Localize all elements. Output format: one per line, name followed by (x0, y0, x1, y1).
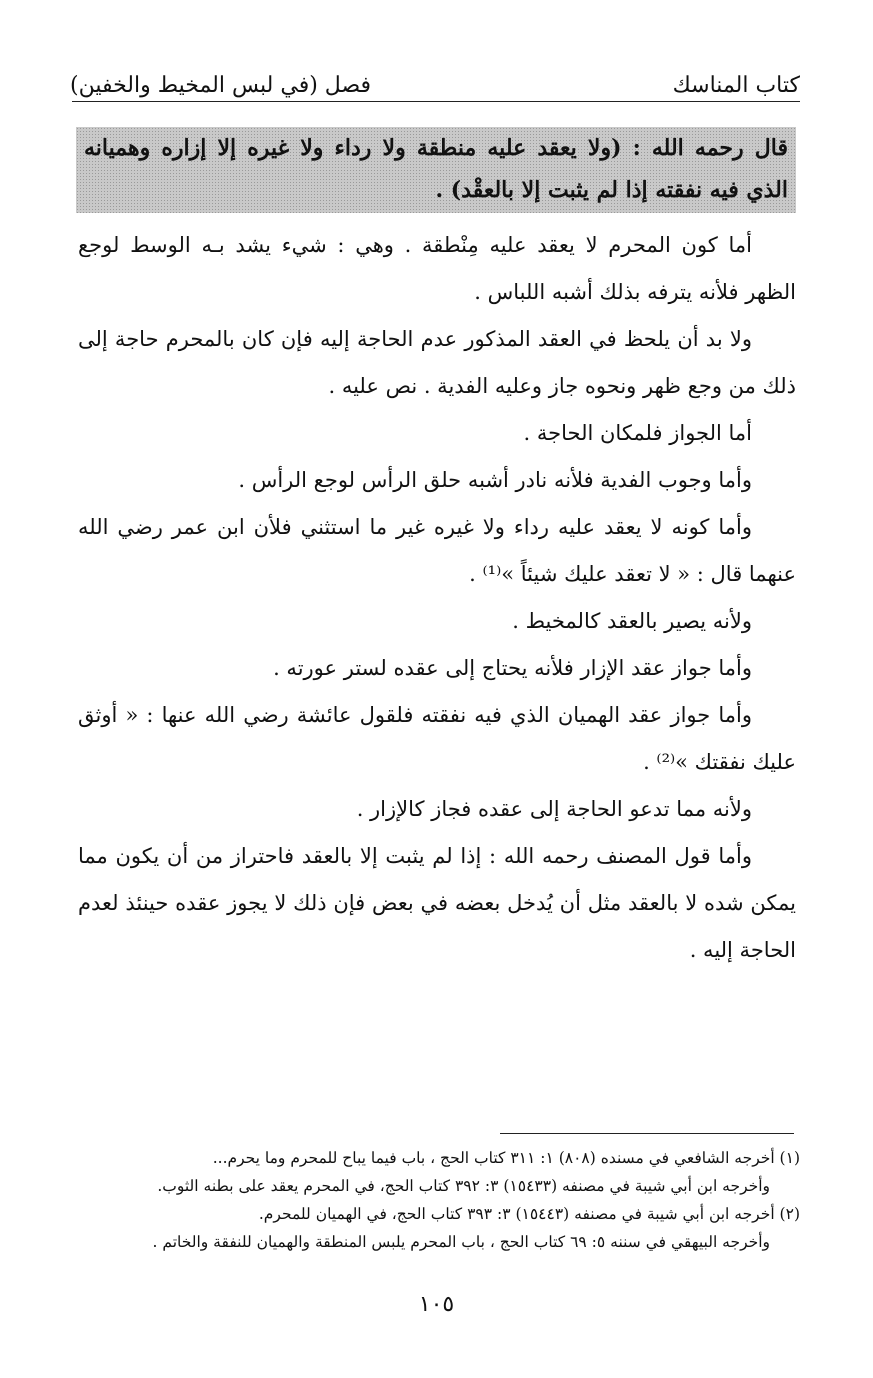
footnote-2-continued: وأخرجه البيهقي في سننه ٥: ٦٩ كتاب الحج ، باب المحرم يلبس المنطقة والهميان للنفقة والخاتم . (152, 1233, 770, 1251)
paragraph: وأما جواز عقد الإزار فلأنه يحتاج إلى عقده لستر عورته . (273, 656, 752, 680)
paragraph: ولا بد أن يلحظ في العقد المذكور عدم الحاجة إليه فإن كان بالمحرم حاجة إلى ذلك من وجع ظهر ونحوه جاز وعليه الفدية . نص عليه . (78, 327, 796, 398)
footnotes (110, 1144, 800, 1256)
chapter-title: فصل (في لبس المخيط والخفين) (70, 73, 372, 98)
header-rule (72, 101, 800, 102)
book-title: كتاب المناسك (672, 73, 800, 98)
paragraph: أما كون المحرم لا يعقد عليه مِنْطقة . وهي : شيء يشد بـه الوسط لوجع الظهر فلأنه يترفه بذلك أشبه اللباس . (78, 233, 796, 304)
commentary-text (78, 222, 796, 974)
paragraph: وأما قول المصنف رحمه الله : إذا لم يثبت إلا بالعقد فاحتراز من أن يكون مما يمكن شده لا بالعقد مثل أن يُدخل بعضه في بعض فإن ذلك لا يجوز عقده حينئذ لعدم الحاجة إليه . (78, 844, 796, 962)
footnote-1-continued: وأخرجه ابن أبي شيبة في مصنفه (١٥٤٣٣) ٣: ٣٩٢ كتاب الحج، في المحرم يعقد على بطنه الثوب. (157, 1177, 770, 1195)
paragraph: وأما جواز عقد الهميان الذي فيه نفقته فلقول عائشة رضي الله عنها : « أوثق عليك نفقتك »⁽²⁾ . (78, 703, 796, 774)
page-number: ١٠٥ (418, 1292, 455, 1317)
paragraph: أما الجواز فلمكان الحاجة . (523, 421, 752, 445)
running-header (70, 52, 800, 98)
footnote-1: (١) أخرجه الشافعي في مسنده (٨٠٨) ١: ٣١١ كتاب الحج ، باب فيما يباح للمحرم وما يحرم... (212, 1149, 800, 1167)
footnote-separator (500, 1133, 794, 1134)
footnote-2: (٢) أخرجه ابن أبي شيبة في مصنفه (١٥٤٤٣) ٣: ٣٩٣ كتاب الحج، في الهميان للمحرم. (258, 1205, 800, 1223)
paragraph: وأما وجوب الفدية فلأنه نادر أشبه حلق الرأس لوجع الرأس . (238, 468, 752, 492)
paragraph: وأما كونه لا يعقد عليه رداء ولا غيره غير ما استثني فلأن ابن عمر رضي الله عنهما قال : « لا تعقد عليك شيئاً »⁽¹⁾ . (78, 515, 796, 586)
paragraph: ولأنه يصير بالعقد كالمخيط . (512, 609, 752, 633)
paragraph: ولأنه مما تدعو الحاجة إلى عقده فجاز كالإزار . (356, 797, 752, 821)
matn-highlight-box: قال رحمه الله : (ولا يعقد عليه منطقة ولا رداء ولا غيره إلا إزاره وهميانه الذي فيه نفقته إذا لم يثبت إلا بالعقْد) . (76, 127, 796, 213)
